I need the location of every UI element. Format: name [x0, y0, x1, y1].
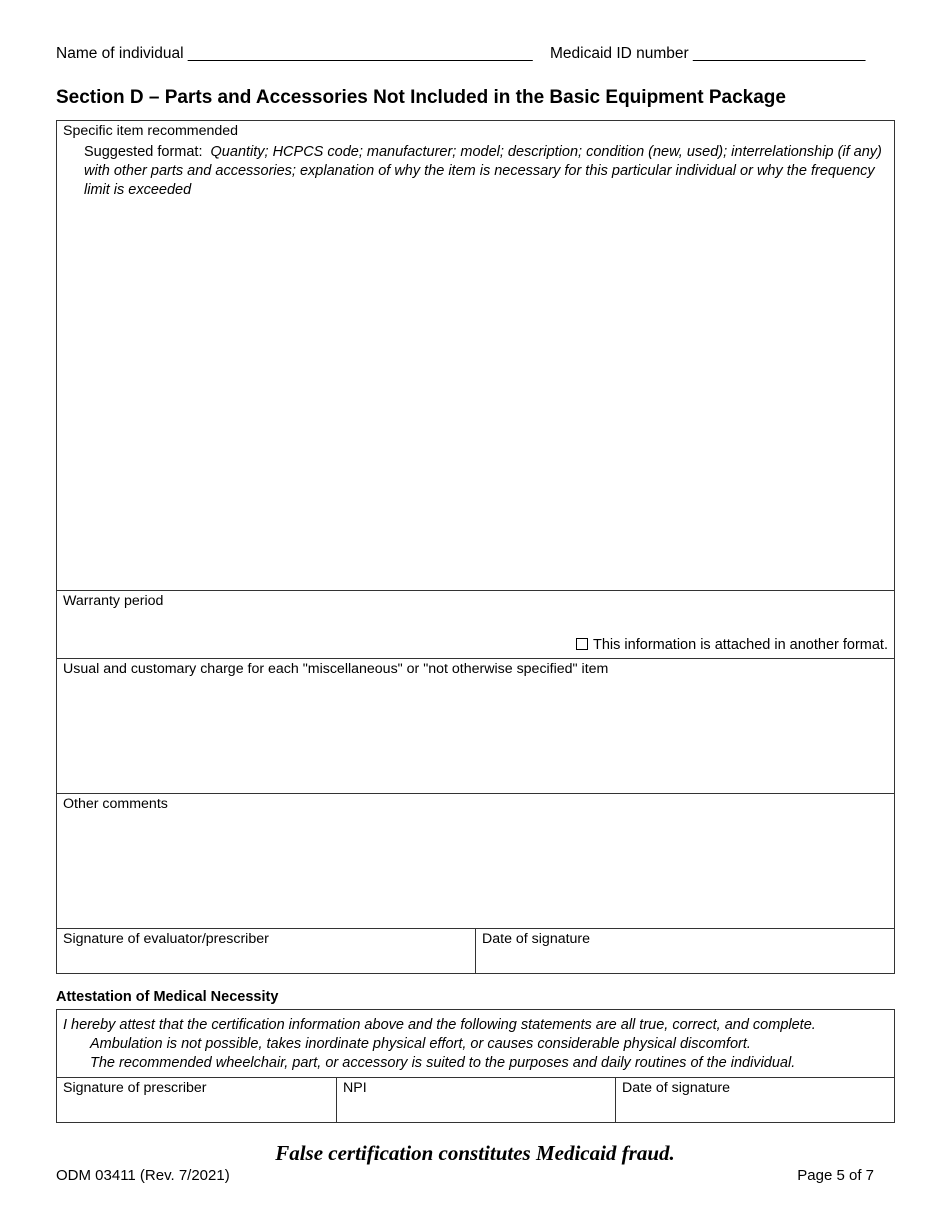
name-label: Name of individual: [56, 45, 184, 62]
suggested-format-line2: with other parts and accessories; explanation of why the item is necessary for this particular individual or why the frequency: [84, 163, 875, 179]
attestation-line2: Ambulation is not possible, takes inordinate physical effort, or causes considerable physical discomfort.: [90, 1036, 751, 1052]
name-of-individual-field[interactable]: [56, 44, 533, 63]
usual-charge-label: Usual and customary charge for each "miscellaneous" or "not otherwise specified" item: [63, 661, 609, 677]
prescriber-signature-box[interactable]: [56, 1077, 337, 1123]
prescriber-signature-label: Signature of prescriber: [63, 1080, 207, 1096]
name-blank[interactable]: ________________________________________: [187, 45, 533, 62]
medicaid-id-field[interactable]: [550, 44, 865, 63]
warranty-box[interactable]: [56, 590, 895, 659]
attestation-title: Attestation of Medical Necessity: [56, 989, 279, 1005]
evaluator-signature-box[interactable]: [56, 928, 476, 974]
suggested-format-line1: [84, 143, 882, 162]
suggested-format-line3: limit is exceeded: [84, 182, 192, 198]
npi-box[interactable]: [336, 1077, 616, 1123]
evaluator-signature-label: Signature of evaluator/prescriber: [63, 931, 269, 947]
attached-format-label: This information is attached in another format.: [593, 637, 888, 653]
attached-format-checkbox[interactable]: [576, 638, 588, 650]
other-comments-box[interactable]: [56, 793, 895, 929]
suggested-format-text1: Quantity; HCPCS code; manufacturer; model; description; condition (new, used); interrelationship (if any): [210, 144, 882, 160]
evaluator-date-box[interactable]: [475, 928, 895, 974]
other-comments-label: Other comments: [63, 796, 168, 812]
usual-charge-box[interactable]: [56, 658, 895, 794]
attestation-statement-box: [56, 1009, 895, 1078]
medicaid-id-label: Medicaid ID number: [550, 45, 689, 62]
page-number: Page 5 of 7: [797, 1167, 874, 1184]
attestation-line1: I hereby attest that the certification information above and the following statements are all true, correct, and complete.: [63, 1017, 816, 1033]
form-id: ODM 03411 (Rev. 7/2021): [56, 1167, 230, 1184]
specific-item-label: Specific item recommended: [63, 123, 239, 139]
medicaid-id-blank[interactable]: ____________________: [693, 45, 866, 62]
prescriber-date-label: Date of signature: [622, 1080, 731, 1096]
prescriber-date-box[interactable]: [615, 1077, 895, 1123]
npi-label: NPI: [343, 1080, 367, 1096]
warranty-label: Warranty period: [63, 593, 164, 609]
section-d-title: Section D – Parts and Accessories Not Included in the Basic Equipment Package: [56, 87, 786, 108]
fraud-warning: False certification constitutes Medicaid fraud.: [275, 1141, 675, 1165]
evaluator-date-label: Date of signature: [482, 931, 591, 947]
attached-format-option[interactable]: [576, 636, 888, 655]
attestation-line3: The recommended wheelchair, part, or accessory is suited to the purposes and daily routines of the individual.: [90, 1055, 796, 1071]
specific-item-box[interactable]: [56, 120, 895, 591]
suggested-format-prefix: Suggested format:: [84, 144, 203, 160]
